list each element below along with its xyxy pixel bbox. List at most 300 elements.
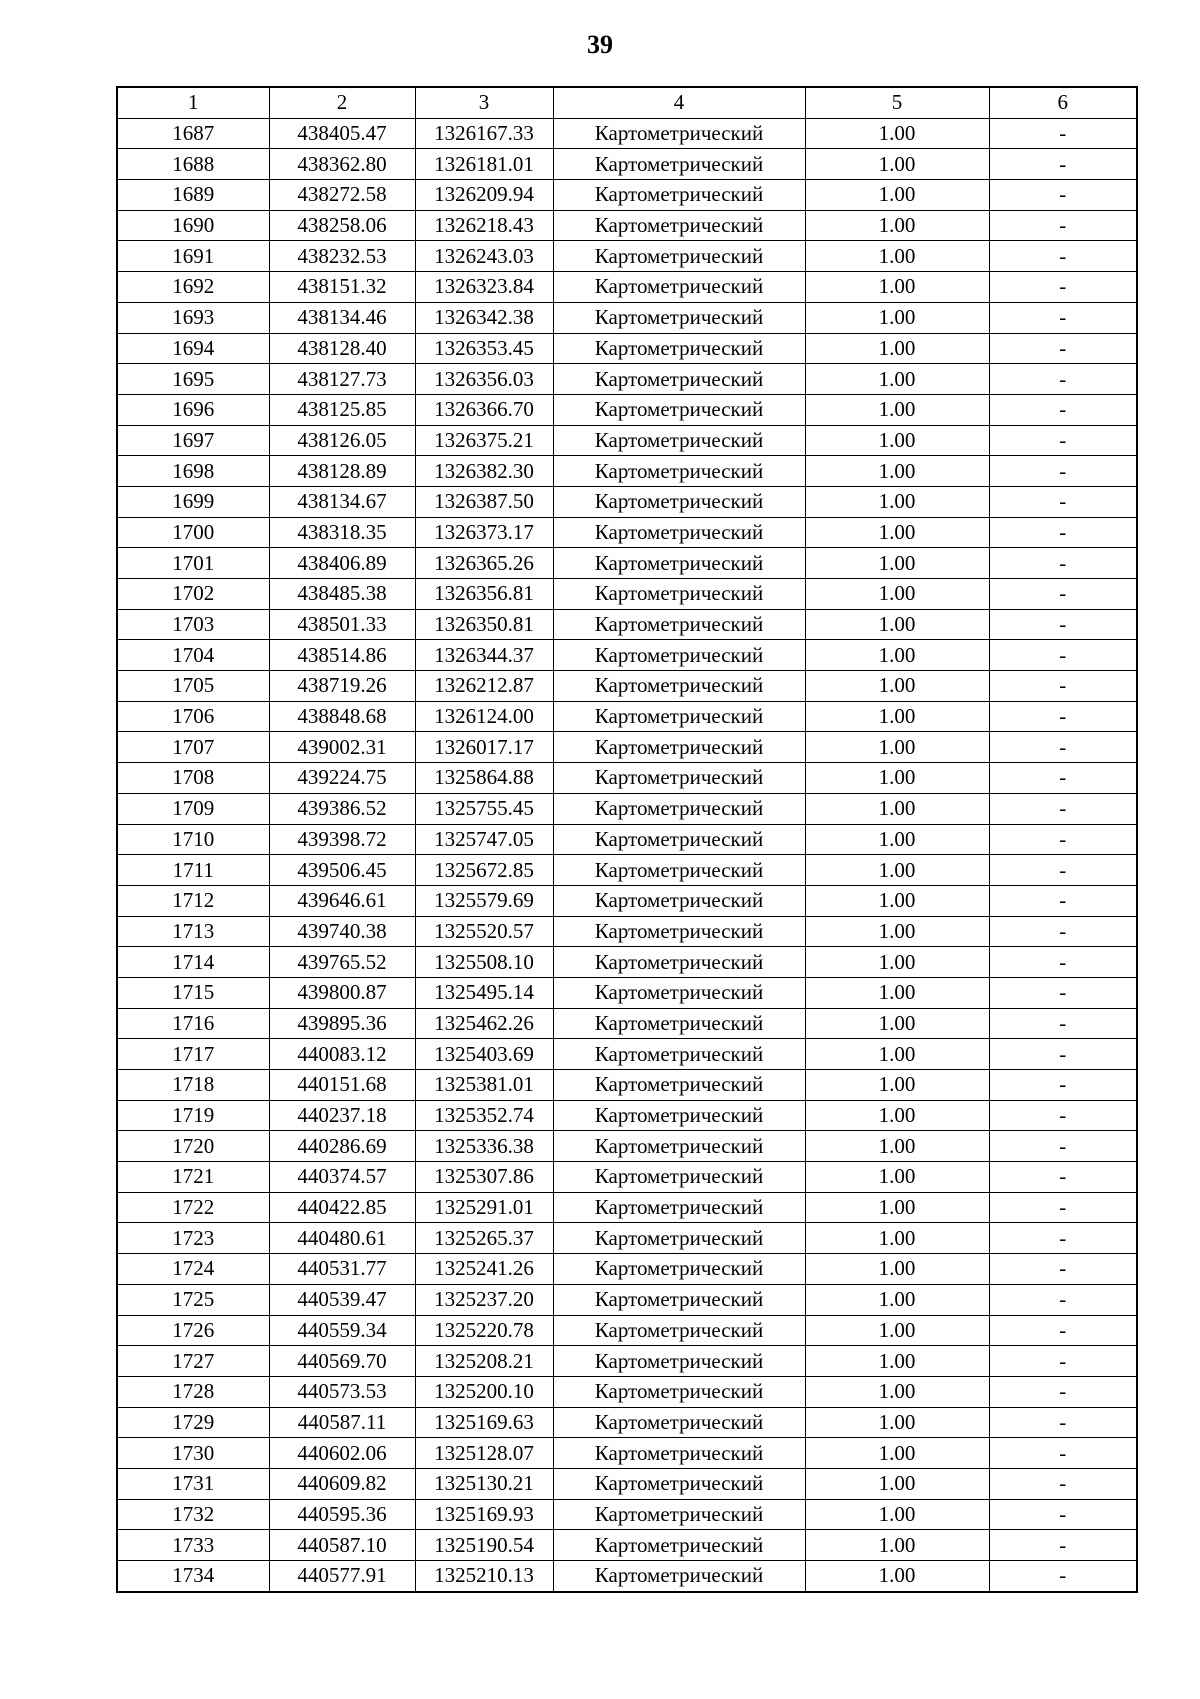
method-cell: Картометрический (553, 1376, 805, 1407)
point-number-cell: 1718 (117, 1070, 269, 1101)
x-coordinate-cell: 438134.46 (269, 302, 415, 333)
accuracy-cell: 1.00 (805, 732, 989, 763)
table-row (117, 1468, 1137, 1499)
method-cell: Картометрический (553, 701, 805, 732)
method-cell: Картометрический (553, 517, 805, 548)
point-number-cell: 1720 (117, 1131, 269, 1162)
description-cell: - (989, 671, 1137, 702)
table-row (117, 732, 1137, 763)
table-row (117, 517, 1137, 548)
table-row (117, 671, 1137, 702)
x-coordinate-cell: 439740.38 (269, 916, 415, 947)
accuracy-cell: 1.00 (805, 1438, 989, 1469)
description-cell: - (989, 1100, 1137, 1131)
x-coordinate-cell: 438151.32 (269, 272, 415, 303)
description-cell: - (989, 118, 1137, 149)
point-number-cell: 1694 (117, 333, 269, 364)
table-row (117, 1039, 1137, 1070)
table-row (117, 916, 1137, 947)
method-cell: Картометрический (553, 1162, 805, 1193)
method-cell: Картометрический (553, 609, 805, 640)
description-cell: - (989, 701, 1137, 732)
point-number-cell: 1688 (117, 149, 269, 180)
method-cell: Картометрический (553, 302, 805, 333)
description-cell: - (989, 1254, 1137, 1285)
y-coordinate-cell: 1326382.30 (415, 456, 553, 487)
description-cell: - (989, 1499, 1137, 1530)
accuracy-cell: 1.00 (805, 1561, 989, 1592)
point-number-cell: 1712 (117, 885, 269, 916)
y-coordinate-cell: 1326243.03 (415, 241, 553, 272)
point-number-cell: 1733 (117, 1530, 269, 1561)
point-number-cell: 1710 (117, 824, 269, 855)
y-coordinate-cell: 1326366.70 (415, 394, 553, 425)
description-cell: - (989, 1561, 1137, 1592)
point-number-cell: 1702 (117, 579, 269, 610)
point-number-cell: 1730 (117, 1438, 269, 1469)
description-cell: - (989, 1162, 1137, 1193)
x-coordinate-cell: 439398.72 (269, 824, 415, 855)
description-cell: - (989, 885, 1137, 916)
x-coordinate-cell: 440587.10 (269, 1530, 415, 1561)
accuracy-cell: 1.00 (805, 394, 989, 425)
accuracy-cell: 1.00 (805, 1162, 989, 1193)
accuracy-cell: 1.00 (805, 1499, 989, 1530)
table-row (117, 364, 1137, 395)
description-cell: - (989, 855, 1137, 886)
description-cell: - (989, 1223, 1137, 1254)
accuracy-cell: 1.00 (805, 210, 989, 241)
accuracy-cell: 1.00 (805, 885, 989, 916)
point-number-cell: 1728 (117, 1376, 269, 1407)
description-cell: - (989, 1131, 1137, 1162)
y-coordinate-cell: 1325381.01 (415, 1070, 553, 1101)
method-cell: Картометрический (553, 1407, 805, 1438)
description-cell: - (989, 1530, 1137, 1561)
method-cell: Картометрический (553, 1284, 805, 1315)
table-row (117, 793, 1137, 824)
method-cell: Картометрический (553, 149, 805, 180)
accuracy-cell: 1.00 (805, 640, 989, 671)
method-cell: Картометрический (553, 793, 805, 824)
point-number-cell: 1700 (117, 517, 269, 548)
x-coordinate-cell: 439224.75 (269, 763, 415, 794)
description-cell: - (989, 1284, 1137, 1315)
method-cell: Картометрический (553, 456, 805, 487)
x-coordinate-cell: 440587.11 (269, 1407, 415, 1438)
accuracy-cell: 1.00 (805, 118, 989, 149)
accuracy-cell: 1.00 (805, 977, 989, 1008)
coordinates-table (116, 86, 1138, 1593)
column-header: 5 (805, 87, 989, 118)
x-coordinate-cell: 440151.68 (269, 1070, 415, 1101)
description-cell: - (989, 180, 1137, 211)
column-header: 3 (415, 87, 553, 118)
table-row (117, 1162, 1137, 1193)
y-coordinate-cell: 1325672.85 (415, 855, 553, 886)
point-number-cell: 1726 (117, 1315, 269, 1346)
point-number-cell: 1690 (117, 210, 269, 241)
accuracy-cell: 1.00 (805, 1530, 989, 1561)
accuracy-cell: 1.00 (805, 1100, 989, 1131)
point-number-cell: 1716 (117, 1008, 269, 1039)
table-row (117, 118, 1137, 149)
method-cell: Картометрический (553, 394, 805, 425)
method-cell: Картометрический (553, 1131, 805, 1162)
y-coordinate-cell: 1325579.69 (415, 885, 553, 916)
x-coordinate-cell: 440480.61 (269, 1223, 415, 1254)
table-row (117, 1284, 1137, 1315)
x-coordinate-cell: 438272.58 (269, 180, 415, 211)
point-number-cell: 1707 (117, 732, 269, 763)
y-coordinate-cell: 1326373.17 (415, 517, 553, 548)
x-coordinate-cell: 438406.89 (269, 548, 415, 579)
y-coordinate-cell: 1325462.26 (415, 1008, 553, 1039)
point-number-cell: 1689 (117, 180, 269, 211)
point-number-cell: 1731 (117, 1468, 269, 1499)
accuracy-cell: 1.00 (805, 916, 989, 947)
x-coordinate-cell: 438318.35 (269, 517, 415, 548)
method-cell: Картометрический (553, 855, 805, 886)
x-coordinate-cell: 440573.53 (269, 1376, 415, 1407)
y-coordinate-cell: 1325291.01 (415, 1192, 553, 1223)
point-number-cell: 1721 (117, 1162, 269, 1193)
y-coordinate-cell: 1325130.21 (415, 1468, 553, 1499)
x-coordinate-cell: 438514.86 (269, 640, 415, 671)
y-coordinate-cell: 1325210.13 (415, 1561, 553, 1592)
y-coordinate-cell: 1325200.10 (415, 1376, 553, 1407)
accuracy-cell: 1.00 (805, 1039, 989, 1070)
table-row (117, 1254, 1137, 1285)
x-coordinate-cell: 438128.40 (269, 333, 415, 364)
x-coordinate-cell: 440237.18 (269, 1100, 415, 1131)
accuracy-cell: 1.00 (805, 241, 989, 272)
table-row (117, 486, 1137, 517)
table-row (117, 548, 1137, 579)
point-number-cell: 1704 (117, 640, 269, 671)
x-coordinate-cell: 439646.61 (269, 885, 415, 916)
y-coordinate-cell: 1325241.26 (415, 1254, 553, 1285)
method-cell: Картометрический (553, 1499, 805, 1530)
description-cell: - (989, 272, 1137, 303)
description-cell: - (989, 1407, 1137, 1438)
y-coordinate-cell: 1326365.26 (415, 548, 553, 579)
method-cell: Картометрический (553, 640, 805, 671)
table-row (117, 579, 1137, 610)
y-coordinate-cell: 1325403.69 (415, 1039, 553, 1070)
y-coordinate-cell: 1326342.38 (415, 302, 553, 333)
point-number-cell: 1723 (117, 1223, 269, 1254)
y-coordinate-cell: 1325307.86 (415, 1162, 553, 1193)
point-number-cell: 1719 (117, 1100, 269, 1131)
accuracy-cell: 1.00 (805, 701, 989, 732)
table-row (117, 977, 1137, 1008)
table-row (117, 241, 1137, 272)
point-number-cell: 1698 (117, 456, 269, 487)
x-coordinate-cell: 439765.52 (269, 947, 415, 978)
y-coordinate-cell: 1326181.01 (415, 149, 553, 180)
description-cell: - (989, 824, 1137, 855)
description-cell: - (989, 333, 1137, 364)
accuracy-cell: 1.00 (805, 272, 989, 303)
y-coordinate-cell: 1326356.81 (415, 579, 553, 610)
table-body (117, 118, 1137, 1592)
table-row (117, 1376, 1137, 1407)
description-cell: - (989, 732, 1137, 763)
table-row (117, 272, 1137, 303)
y-coordinate-cell: 1325755.45 (415, 793, 553, 824)
method-cell: Картометрический (553, 1223, 805, 1254)
y-coordinate-cell: 1326387.50 (415, 486, 553, 517)
y-coordinate-cell: 1326323.84 (415, 272, 553, 303)
point-number-cell: 1711 (117, 855, 269, 886)
x-coordinate-cell: 440286.69 (269, 1131, 415, 1162)
point-number-cell: 1708 (117, 763, 269, 794)
table-row (117, 1530, 1137, 1561)
table-row (117, 1499, 1137, 1530)
point-number-cell: 1715 (117, 977, 269, 1008)
method-cell: Картометрический (553, 1254, 805, 1285)
x-coordinate-cell: 438485.38 (269, 579, 415, 610)
table-row (117, 824, 1137, 855)
accuracy-cell: 1.00 (805, 1131, 989, 1162)
description-cell: - (989, 1438, 1137, 1469)
y-coordinate-cell: 1326356.03 (415, 364, 553, 395)
method-cell: Картометрический (553, 1468, 805, 1499)
method-cell: Картометрический (553, 977, 805, 1008)
accuracy-cell: 1.00 (805, 671, 989, 702)
y-coordinate-cell: 1326124.00 (415, 701, 553, 732)
accuracy-cell: 1.00 (805, 1254, 989, 1285)
x-coordinate-cell: 438126.05 (269, 425, 415, 456)
accuracy-cell: 1.00 (805, 548, 989, 579)
accuracy-cell: 1.00 (805, 1192, 989, 1223)
y-coordinate-cell: 1325128.07 (415, 1438, 553, 1469)
x-coordinate-cell: 438362.80 (269, 149, 415, 180)
accuracy-cell: 1.00 (805, 947, 989, 978)
accuracy-cell: 1.00 (805, 486, 989, 517)
description-cell: - (989, 609, 1137, 640)
description-cell: - (989, 640, 1137, 671)
column-header: 1 (117, 87, 269, 118)
point-number-cell: 1717 (117, 1039, 269, 1070)
method-cell: Картометрический (553, 333, 805, 364)
table-row (117, 1315, 1137, 1346)
accuracy-cell: 1.00 (805, 824, 989, 855)
column-header: 6 (989, 87, 1137, 118)
x-coordinate-cell: 440559.34 (269, 1315, 415, 1346)
table-row (117, 855, 1137, 886)
accuracy-cell: 1.00 (805, 180, 989, 211)
point-number-cell: 1714 (117, 947, 269, 978)
method-cell: Картометрический (553, 732, 805, 763)
point-number-cell: 1705 (117, 671, 269, 702)
x-coordinate-cell: 438719.26 (269, 671, 415, 702)
y-coordinate-cell: 1326350.81 (415, 609, 553, 640)
description-cell: - (989, 394, 1137, 425)
point-number-cell: 1729 (117, 1407, 269, 1438)
x-coordinate-cell: 440595.36 (269, 1499, 415, 1530)
table-row (117, 1070, 1137, 1101)
method-cell: Картометрический (553, 210, 805, 241)
table-row (117, 763, 1137, 794)
point-number-cell: 1725 (117, 1284, 269, 1315)
table-row (117, 1008, 1137, 1039)
x-coordinate-cell: 440083.12 (269, 1039, 415, 1070)
accuracy-cell: 1.00 (805, 793, 989, 824)
table-row (117, 180, 1137, 211)
method-cell: Картометрический (553, 1438, 805, 1469)
x-coordinate-cell: 439506.45 (269, 855, 415, 886)
y-coordinate-cell: 1325265.37 (415, 1223, 553, 1254)
accuracy-cell: 1.00 (805, 333, 989, 364)
accuracy-cell: 1.00 (805, 517, 989, 548)
x-coordinate-cell: 440609.82 (269, 1468, 415, 1499)
x-coordinate-cell: 438258.06 (269, 210, 415, 241)
y-coordinate-cell: 1326218.43 (415, 210, 553, 241)
table-row (117, 885, 1137, 916)
method-cell: Картометрический (553, 1561, 805, 1592)
description-cell: - (989, 548, 1137, 579)
description-cell: - (989, 425, 1137, 456)
table-row (117, 701, 1137, 732)
y-coordinate-cell: 1326209.94 (415, 180, 553, 211)
table-row (117, 333, 1137, 364)
description-cell: - (989, 947, 1137, 978)
method-cell: Картометрический (553, 486, 805, 517)
y-coordinate-cell: 1325190.54 (415, 1530, 553, 1561)
description-cell: - (989, 486, 1137, 517)
description-cell: - (989, 763, 1137, 794)
method-cell: Картометрический (553, 885, 805, 916)
point-number-cell: 1732 (117, 1499, 269, 1530)
accuracy-cell: 1.00 (805, 1223, 989, 1254)
point-number-cell: 1699 (117, 486, 269, 517)
point-number-cell: 1709 (117, 793, 269, 824)
x-coordinate-cell: 438848.68 (269, 701, 415, 732)
table-row (117, 1561, 1137, 1592)
method-cell: Картометрический (553, 579, 805, 610)
method-cell: Картометрический (553, 1192, 805, 1223)
y-coordinate-cell: 1325220.78 (415, 1315, 553, 1346)
description-cell: - (989, 1039, 1137, 1070)
description-cell: - (989, 793, 1137, 824)
accuracy-cell: 1.00 (805, 579, 989, 610)
y-coordinate-cell: 1325520.57 (415, 916, 553, 947)
point-number-cell: 1706 (117, 701, 269, 732)
x-coordinate-cell: 438127.73 (269, 364, 415, 395)
accuracy-cell: 1.00 (805, 1315, 989, 1346)
accuracy-cell: 1.00 (805, 1468, 989, 1499)
table-row (117, 640, 1137, 671)
y-coordinate-cell: 1326375.21 (415, 425, 553, 456)
description-cell: - (989, 149, 1137, 180)
table-row (117, 947, 1137, 978)
x-coordinate-cell: 440577.91 (269, 1561, 415, 1592)
method-cell: Картометрический (553, 947, 805, 978)
description-cell: - (989, 1070, 1137, 1101)
description-cell: - (989, 302, 1137, 333)
method-cell: Картометрический (553, 1315, 805, 1346)
x-coordinate-cell: 440422.85 (269, 1192, 415, 1223)
y-coordinate-cell: 1326167.33 (415, 118, 553, 149)
method-cell: Картометрический (553, 763, 805, 794)
x-coordinate-cell: 440602.06 (269, 1438, 415, 1469)
point-number-cell: 1687 (117, 118, 269, 149)
x-coordinate-cell: 439895.36 (269, 1008, 415, 1039)
column-header: 4 (553, 87, 805, 118)
x-coordinate-cell: 439386.52 (269, 793, 415, 824)
point-number-cell: 1701 (117, 548, 269, 579)
accuracy-cell: 1.00 (805, 855, 989, 886)
point-number-cell: 1691 (117, 241, 269, 272)
x-coordinate-cell: 438405.47 (269, 118, 415, 149)
method-cell: Картометрический (553, 1100, 805, 1131)
x-coordinate-cell: 438501.33 (269, 609, 415, 640)
method-cell: Картометрический (553, 1346, 805, 1377)
y-coordinate-cell: 1325208.21 (415, 1346, 553, 1377)
accuracy-cell: 1.00 (805, 1407, 989, 1438)
point-number-cell: 1693 (117, 302, 269, 333)
y-coordinate-cell: 1325336.38 (415, 1131, 553, 1162)
description-cell: - (989, 364, 1137, 395)
description-cell: - (989, 1376, 1137, 1407)
point-number-cell: 1722 (117, 1192, 269, 1223)
x-coordinate-cell: 440539.47 (269, 1284, 415, 1315)
x-coordinate-cell: 440569.70 (269, 1346, 415, 1377)
point-number-cell: 1696 (117, 394, 269, 425)
table-row (117, 149, 1137, 180)
y-coordinate-cell: 1325352.74 (415, 1100, 553, 1131)
method-cell: Картометрический (553, 180, 805, 211)
accuracy-cell: 1.00 (805, 763, 989, 794)
point-number-cell: 1724 (117, 1254, 269, 1285)
accuracy-cell: 1.00 (805, 1346, 989, 1377)
method-cell: Картометрический (553, 916, 805, 947)
accuracy-cell: 1.00 (805, 609, 989, 640)
x-coordinate-cell: 438232.53 (269, 241, 415, 272)
accuracy-cell: 1.00 (805, 1070, 989, 1101)
description-cell: - (989, 1346, 1137, 1377)
y-coordinate-cell: 1325169.63 (415, 1407, 553, 1438)
y-coordinate-cell: 1325495.14 (415, 977, 553, 1008)
accuracy-cell: 1.00 (805, 425, 989, 456)
x-coordinate-cell: 438134.67 (269, 486, 415, 517)
x-coordinate-cell: 440531.77 (269, 1254, 415, 1285)
method-cell: Картометрический (553, 272, 805, 303)
table-row (117, 210, 1137, 241)
description-cell: - (989, 1315, 1137, 1346)
method-cell: Картометрический (553, 1530, 805, 1561)
table-row (117, 1223, 1137, 1254)
table-row (117, 302, 1137, 333)
table-row (117, 609, 1137, 640)
y-coordinate-cell: 1326344.37 (415, 640, 553, 671)
description-cell: - (989, 241, 1137, 272)
description-cell: - (989, 1008, 1137, 1039)
page-number: 39 (587, 30, 613, 59)
accuracy-cell: 1.00 (805, 1008, 989, 1039)
point-number-cell: 1727 (117, 1346, 269, 1377)
description-cell: - (989, 456, 1137, 487)
method-cell: Картометрический (553, 364, 805, 395)
method-cell: Картометрический (553, 118, 805, 149)
point-number-cell: 1713 (117, 916, 269, 947)
method-cell: Картометрический (553, 671, 805, 702)
description-cell: - (989, 579, 1137, 610)
description-cell: - (989, 210, 1137, 241)
y-coordinate-cell: 1325747.05 (415, 824, 553, 855)
